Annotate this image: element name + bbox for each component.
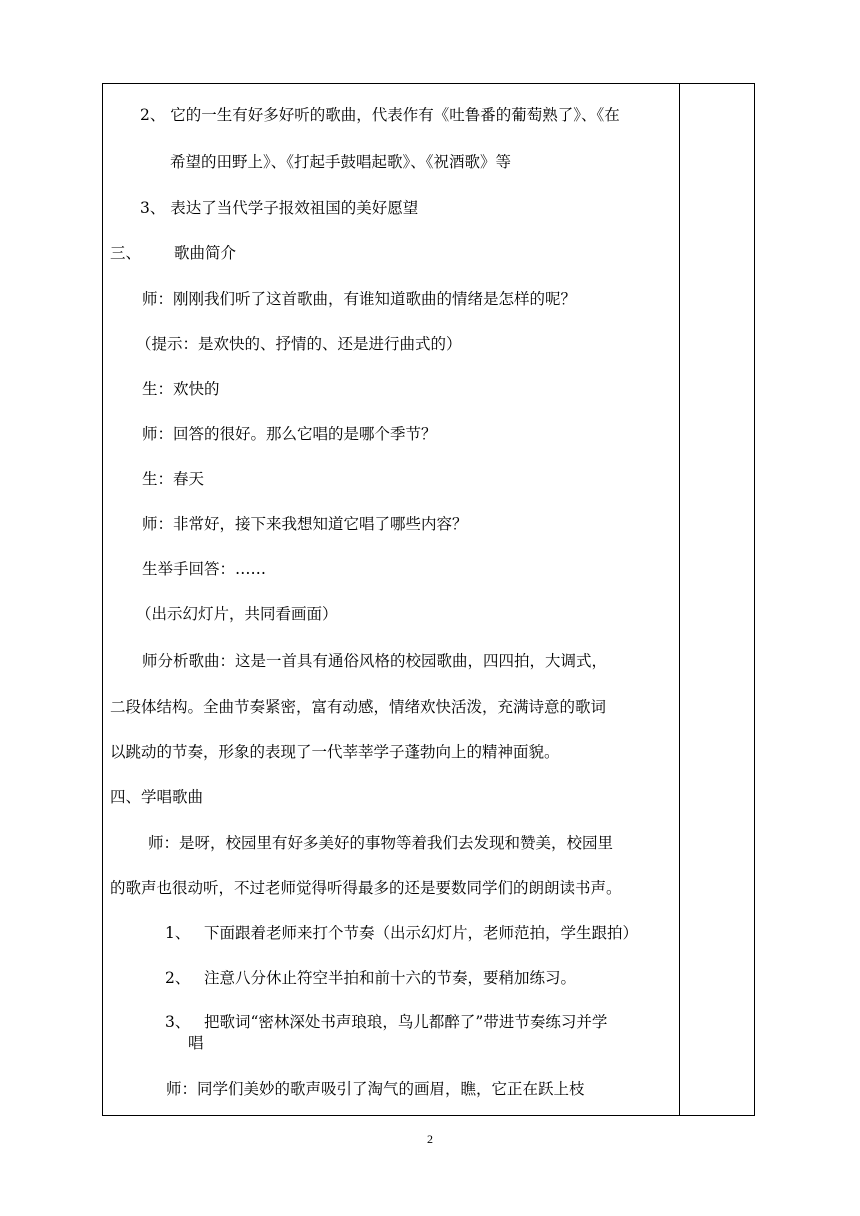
item-2-line-2: 希望的田野上》、《打起手鼓唱起歌》、《祝酒歌》等 xyxy=(170,153,512,171)
dialogue-line: 生：欢快的 xyxy=(142,380,220,398)
step-number: 2、 xyxy=(165,969,191,987)
dialogue-line: （出示幻灯片，共同看画面） xyxy=(136,605,338,623)
column-divider xyxy=(679,84,680,1115)
intro-line: 的歌声也很动听，不过老师觉得听得最多的还是要数同学们的朗朗读书声。 xyxy=(110,879,622,897)
intro-line: 师：是呀，校园里有好多美好的事物等着我们去发现和赞美，校园里 xyxy=(148,834,614,852)
analysis-line: 以跳动的节奏，形象的表现了一代莘莘学子蓬勃向上的精神面貌。 xyxy=(110,743,560,761)
dialogue-line: 师：回答的很好。那么它唱的是哪个季节？ xyxy=(142,425,437,443)
section-3-title: 歌曲简介 xyxy=(174,244,237,262)
item-2-line-1: 2、 它的一生有好多好听的歌曲，代表作有《吐鲁番的葡萄熟了》、《在 xyxy=(140,106,620,124)
dialogue-line: 生：春天 xyxy=(142,470,205,488)
dialogue-line: 师：刚刚我们听了这首歌曲，有谁知道歌曲的情绪是怎样的呢？ xyxy=(142,290,577,308)
item-3: 3、 表达了当代学子报效祖国的美好愿望 xyxy=(140,199,419,217)
lesson-table xyxy=(102,83,755,1116)
step-text: 下面跟着老师来打个节奏（出示幻灯片，老师范拍，学生跟拍） xyxy=(204,924,639,942)
analysis-line: 师分析歌曲：这是一首具有通俗风格的校园歌曲，四四拍，大调式， xyxy=(142,652,608,670)
analysis-line: 二段体结构。全曲节奏紧密，富有动感，情绪欢快活泼，充满诗意的歌词 xyxy=(110,698,607,716)
step-number: 3、 xyxy=(165,1013,191,1031)
step-text: 注意八分休止符空半拍和前十六的节奏，要稍加练习。 xyxy=(204,969,577,987)
closing-line: 师：同学们美妙的歌声吸引了淘气的画眉，瞧，它正在跃上枝 xyxy=(166,1080,585,1098)
dialogue-line: 师：非常好，接下来我想知道它唱了哪些内容？ xyxy=(142,515,468,533)
step-continuation: 唱 xyxy=(188,1034,204,1052)
step-text: 把歌词“密林深处书声琅琅，鸟儿都醉了”带进节奏练习并学 xyxy=(204,1013,608,1031)
dialogue-line: （提示：是欢快的、抒情的、还是进行曲式的） xyxy=(136,335,462,353)
dialogue-line: 生举手回答：…… xyxy=(142,560,267,578)
step-number: 1、 xyxy=(165,924,191,942)
page-number: 2 xyxy=(427,1132,433,1146)
section-4-heading: 四、学唱歌曲 xyxy=(110,788,204,806)
section-3-number: 三、 xyxy=(110,244,142,262)
